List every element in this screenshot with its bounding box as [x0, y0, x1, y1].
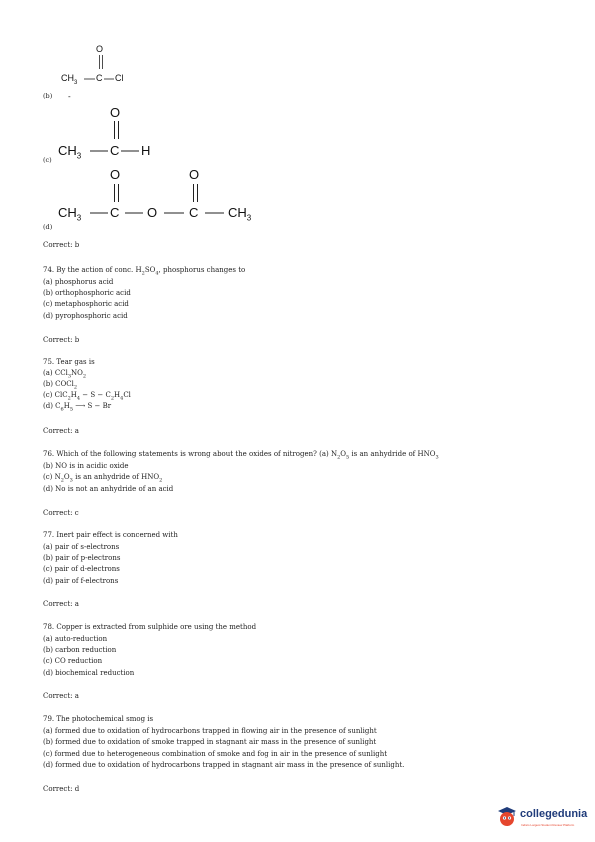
option-label-b: (b) [43, 92, 53, 100]
question-76-option-d: (d) No is not an anhydride of an acid [43, 485, 174, 493]
answer-76: Correct: c [43, 509, 79, 517]
double-bond [110, 121, 124, 141]
answer-79: Correct: d [43, 785, 80, 793]
carbonyl-carbon-left: C [110, 205, 120, 220]
graduate-mascot-icon [496, 804, 518, 828]
question-75-option-c: (c) $ClC_2H_4 - S - C_2H_4Cl$ [43, 391, 131, 402]
question-74-option-d: (d) pyrophosphoric acid [43, 312, 128, 320]
methyl-group-left: $CH_3$ [58, 205, 82, 223]
double-bond-left [110, 184, 124, 204]
hydrogen-atom: H [141, 143, 151, 158]
carbonyl-oxygen-right: O [189, 167, 200, 182]
double-bond [96, 55, 108, 70]
structure-d [0, 165, 300, 235]
structure-b [0, 0, 200, 100]
question-75-stem: 75. Tear gas is [43, 358, 95, 366]
bridging-oxygen: O [147, 205, 158, 220]
carbonyl-oxygen-left: O [110, 167, 121, 182]
question-74-option-a: (a) phosphorus acid [43, 278, 114, 286]
question-79-stem: 79. The photochemical smog is [43, 715, 154, 723]
brand-tagline: India's Largest Student Review Platform [521, 823, 575, 827]
single-bond [121, 146, 141, 156]
answer-75: Correct: a [43, 427, 79, 435]
carbonyl-oxygen: O [110, 105, 121, 120]
question-76-stem: 76. Which of the following statements is wrong about the oxides of nitrogen? (a) $N_2O_5$ is an anhydride of $HNO_3$ [43, 450, 439, 461]
single-bond [202, 208, 226, 218]
question-78-option-a: (a) auto-reduction [43, 635, 108, 643]
double-bond-right [189, 184, 203, 204]
question-75-option-d: (d) $C_6H_5$ ⟶ S − Br [43, 402, 112, 413]
carbonyl-carbon: C [110, 143, 120, 158]
question-78-option-d: (d) biochemical reduction [43, 669, 135, 677]
question-75-option-a: (a) $CCl_3NO_2$ [43, 369, 87, 380]
structure-c [0, 100, 220, 170]
brand-name: collegedunia [520, 808, 588, 820]
question-79-option-b: (b) formed due to oxidation of smoke trapped in stagnant air mass in the presence of sunlight [43, 738, 377, 746]
question-74-option-c: (c) metaphosphoric acid [43, 300, 129, 308]
question-77-option-c: (c) pair of d-electrons [43, 565, 120, 573]
single-bond [162, 208, 188, 218]
question-74-stem: 74. By the action of conc. $H_2SO_4$, phosphorus changes to [43, 266, 246, 277]
question-78-stem: 78. Copper is extracted from sulphide ore using the method [43, 623, 257, 631]
answer-77: Correct: a [43, 600, 79, 608]
question-78-option-b: (b) carbon reduction [43, 646, 117, 654]
answer-78: Correct: a [43, 692, 79, 700]
single-bond [90, 208, 110, 218]
methyl-group: $CH_3$ [61, 73, 78, 86]
option-label-d: (d) [43, 223, 53, 231]
single-bond [90, 146, 110, 156]
question-74-option-b: (b) orthophosphoric acid [43, 289, 131, 297]
question-77-option-d: (d) pair of f-electrons [43, 577, 119, 585]
answer-73: Correct: b [43, 241, 80, 249]
single-bond [123, 208, 145, 218]
question-77-option-b: (b) pair of p-electrons [43, 554, 121, 562]
carbonyl-carbon-right: C [189, 205, 199, 220]
stray-dash: - [68, 92, 71, 101]
collegedunia-logo[interactable] [496, 802, 588, 832]
chlorine-atom: Cl [115, 73, 124, 83]
methyl-group-right: $CH_3$ [228, 205, 252, 223]
question-76-option-c: (c) $N_2O_3$ is an anhydride of $HNO_2$ [43, 473, 163, 484]
carbonyl-carbon: C [96, 73, 103, 83]
question-77-stem: 77. Inert pair effect is concerned with [43, 531, 178, 539]
option-label-c: (c) [43, 156, 52, 164]
single-bond [84, 75, 96, 83]
question-76-option-b: (b) NO is in acidic oxide [43, 462, 129, 470]
question-75-option-b: (b) COCl$_2$ [43, 380, 78, 391]
answer-74: Correct: b [43, 336, 80, 344]
methyl-group: $CH_3$ [58, 143, 82, 161]
question-79-option-d: (d) formed due to oxidation of hydrocarbons trapped in stagnant air mass in the presence of sunlight. [43, 761, 405, 769]
question-78-option-c: (c) CO reduction [43, 657, 103, 665]
question-77-option-a: (a) pair of s-electrons [43, 543, 120, 551]
question-79-option-a: (a) formed due to oxidation of hydrocarbons trapped in flowing air in the presence of sunlight [43, 727, 377, 735]
carbonyl-oxygen: O [96, 44, 104, 54]
question-79-option-c: (c) formed due to heterogeneous combination of smoke and fog in air in the presence of sunlight [43, 750, 388, 758]
